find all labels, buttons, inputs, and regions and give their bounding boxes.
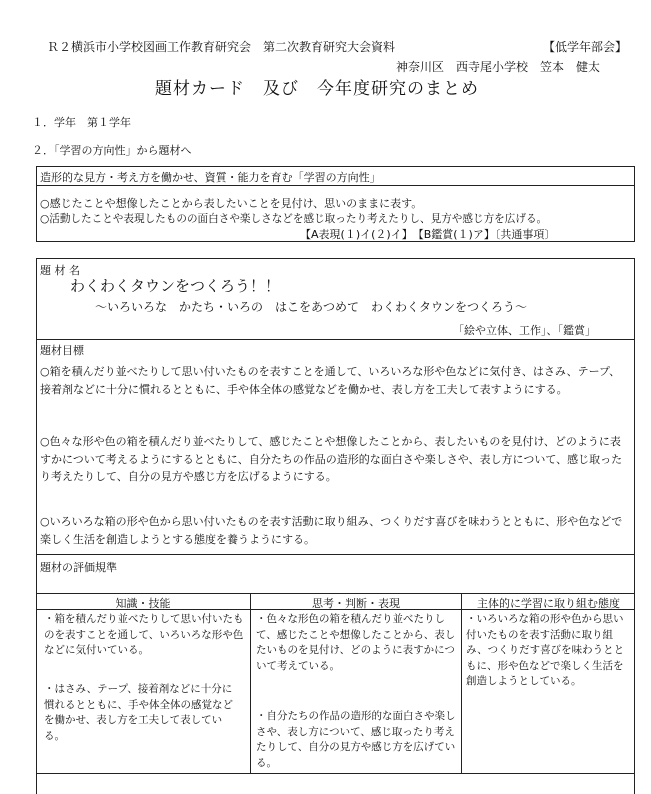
section-direction: ２．「学習の方向性」から題材へ (32, 144, 192, 157)
department-label: 【低学年部会】 (543, 40, 628, 54)
eval-label: 題材の評価規準 (40, 561, 117, 574)
eval-thinking-1: ・色々な形色の箱を積んだり並べたりして、感じたことや想像したことから、表したいものを見付け、どのように表すかについて考えている。 (256, 613, 456, 672)
direction-heading: 造形的な見方・考え方を働かせ、資質・能力を育む「学習の方向性」 (40, 171, 381, 184)
eval-attitude-1: ・いろいろな箱の形や色から思い付いたものを表す活動に取り組み、つくりだす喜びを味わうとともに、形や色などで楽しく生活を創造しようとしている。 (466, 613, 625, 687)
author-line: 神奈川区 西寺尾小学校 笠本 健太 (396, 60, 601, 74)
eval-col-divider-2 (461, 593, 462, 773)
goal-item-1: ○箱を積んだり並べたりして思い付いたものを表すことを通して、いろいろな形や色などに気付き、はさみ、テープ、接着剤などに十分に慣れるとともに、手や体全体の感覚などを働かせ、表し方を工夫して表すようにする。 (40, 365, 621, 396)
theme-subtitle: ～いろいろな かたち・いろの はこをあつめて わくわくタウンをつくろう～ (95, 300, 528, 314)
eval-header-thinking: 思考・判断・表現 (312, 597, 400, 610)
eval-table-bottom (36, 773, 635, 774)
eval-knowledge-1: ・箱を積んだり並べたりして思い付いたものを表すことを通して、いろいろな形や色などに気付いている。 (44, 613, 244, 656)
direction-line-1: ○感じたことや想像したことから表したいことを見付け、思いのままに表す。 (40, 197, 423, 210)
eval-header-attitude: 主体的に学習に取り組む態度 (477, 597, 620, 610)
theme-category: 「絵や立体、工作」、「鑑賞」 (453, 324, 596, 337)
eval-thinking-2: ・自分たちの作品の造形的な面白さや楽しさや、表し方について、感じ取ったり考えたりして、自分の見方や感じ方を広げている。 (256, 710, 456, 769)
eval-knowledge-2: ・はさみ、テープ、接着剤などに十分に慣れるとともに、手や体全体の感覚などを働かせ、表し方を工夫して表している。 (44, 683, 233, 742)
direction-line-2: ○活動したことや表現したものの面白さや楽しさなどを感じ取ったり考えたりし、見方や感じ方を広げる。 (40, 213, 548, 225)
eval-col-divider-1 (250, 593, 251, 773)
eval-divider (36, 554, 635, 555)
section-grade: １．学年 第１学年 (32, 116, 131, 129)
theme-name: わくわくタウンをつくろう！！ (70, 277, 281, 295)
direction-divider (36, 185, 635, 186)
header-line1: Ｒ２横浜市小学校図画工作教育研究会 第二次教育研究大会資料 (47, 40, 396, 54)
theme-name-label: 題 材 名 (40, 264, 80, 277)
eval-table-top (36, 593, 635, 594)
goal-label: 題材目標 (40, 344, 84, 357)
direction-reference: 【A表現(１)イ(２)イ】 【B鑑賞(１)ア】〔共通事項〕 (300, 228, 556, 241)
goal-divider (36, 339, 635, 340)
goal-item-2: ○色々な形や色の箱を積んだり並べたりして、感じたことや想像したことから、表したいものを見付け、どのように表すかについて考えるようにするとともに、自分たちの作品の造形的な面白さや楽しさや、表し方について、感じ取ったり考えたりして、自分の見方や感じ方を広げるようにする。 (40, 435, 623, 483)
eval-header-knowledge: 知識・技能 (115, 597, 171, 610)
goal-item-3: ○いろいろな箱の形や色から思い付いたものを表す活動に取り組み、つくりだす喜びを味わうとともに、形や色などで楽しく生活を創造しようとする態度を養うようにする。 (40, 515, 623, 546)
page-title: 題材カード 及び 今年度研究のまとめ (155, 79, 479, 99)
